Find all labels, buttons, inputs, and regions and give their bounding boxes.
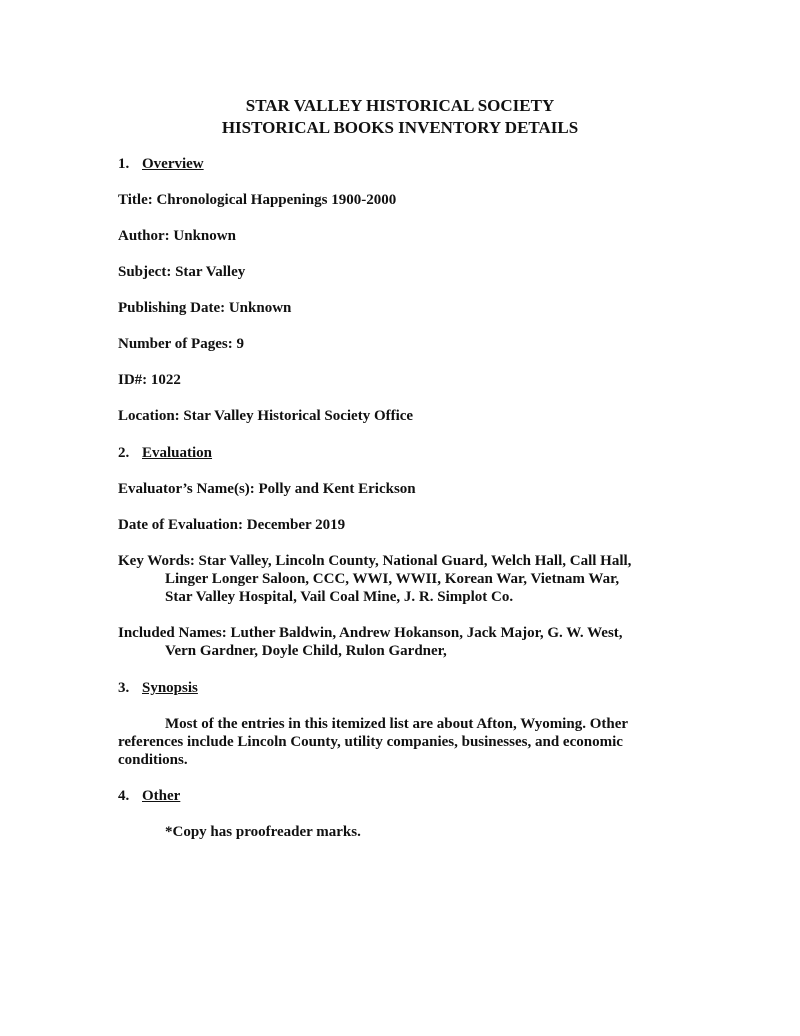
field-evaluators: Evaluator’s Name(s): Polly and Kent Erickson (118, 481, 416, 497)
field-location: Location: Star Valley Historical Society Office (118, 408, 414, 424)
section-title: Evaluation (142, 445, 213, 461)
section-other-heading (118, 787, 180, 805)
section-synopsis-heading (118, 679, 198, 697)
section-title: Synopsis (142, 680, 198, 696)
field-id: ID#: 1022 (118, 372, 181, 388)
section-number: 3. (118, 680, 130, 696)
field-number-of-pages: Number of Pages: 9 (118, 336, 244, 352)
section-title: Overview (142, 156, 204, 172)
section-number: 4. (118, 788, 130, 804)
section-evaluation-heading (118, 444, 212, 462)
field-title: Title: Chronological Happenings 1900-2000 (118, 192, 397, 208)
field-date-of-evaluation: Date of Evaluation: December 2019 (118, 517, 346, 533)
section-title: Other (142, 788, 181, 804)
other-note: *Copy has proofreader marks. (165, 824, 361, 840)
section-number: 2. (118, 445, 130, 461)
section-overview-heading (118, 155, 204, 173)
field-publishing-date: Publishing Date: Unknown (118, 300, 292, 316)
field-author: Author: Unknown (118, 228, 236, 244)
field-included-names-continued: Vern Gardner, Doyle Child, Rulon Gardner, (165, 643, 447, 659)
field-included-names: Included Names: Luther Baldwin, Andrew Hokanson, Jack Major, G. W. West, (118, 625, 623, 641)
field-key-words-continued: Linger Longer Saloon, CCC, WWI, WWII, Korean War, Vietnam War, (165, 571, 620, 587)
document-title-line-2: HISTORICAL BOOKS INVENTORY DETAILS (221, 118, 579, 137)
document-title-line-1: STAR VALLEY HISTORICAL SOCIETY (245, 96, 555, 115)
field-subject: Subject: Star Valley (118, 264, 246, 280)
field-key-words-continued: Star Valley Hospital, Vail Coal Mine, J. R. Simplot Co. (165, 589, 514, 605)
field-key-words: Key Words: Star Valley, Lincoln County, National Guard, Welch Hall, Call Hall, (118, 553, 632, 569)
section-number: 1. (118, 156, 130, 172)
synopsis-paragraph: Most of the entries in this itemized list are about Afton, Wyoming. Other references include Lincoln County, utility companies, businesses, and economic conditions. (118, 716, 628, 768)
